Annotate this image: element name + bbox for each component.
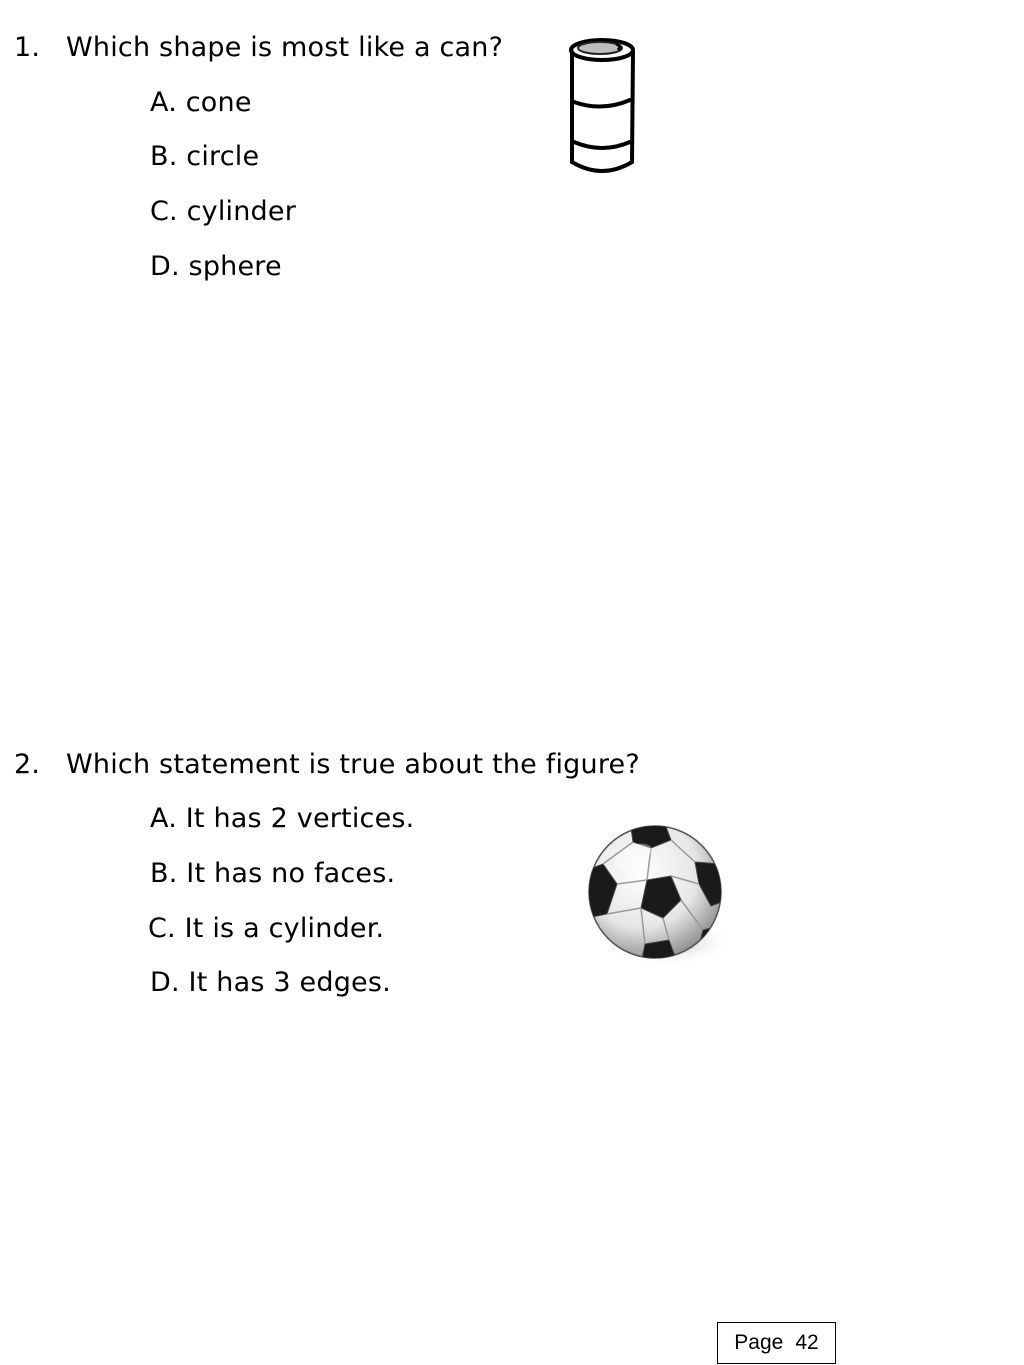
option-c[interactable]: C. It is a cylinder. — [148, 913, 385, 944]
option-b[interactable]: B. circle — [150, 141, 260, 172]
option-d[interactable]: D. It has 3 edges. — [150, 967, 391, 998]
option-a[interactable]: A. cone — [150, 87, 252, 118]
option-d[interactable]: D. sphere — [150, 251, 282, 282]
option-a[interactable]: A. It has 2 vertices. — [150, 803, 415, 834]
page-number: 42 — [795, 1331, 819, 1354]
question-text: Which shape is most like a can? — [66, 32, 504, 63]
question-number: 2. — [14, 749, 41, 780]
option-b[interactable]: B. It has no faces. — [150, 858, 396, 889]
question-number: 1. — [14, 32, 41, 63]
soccer-ball-icon — [585, 822, 740, 970]
question-text: Which statement is true about the figure? — [66, 749, 640, 780]
soda-can-icon — [560, 30, 645, 180]
option-c[interactable]: C. cylinder — [150, 196, 297, 227]
page-number-box — [717, 1322, 836, 1364]
page-label: Page — [734, 1331, 784, 1354]
